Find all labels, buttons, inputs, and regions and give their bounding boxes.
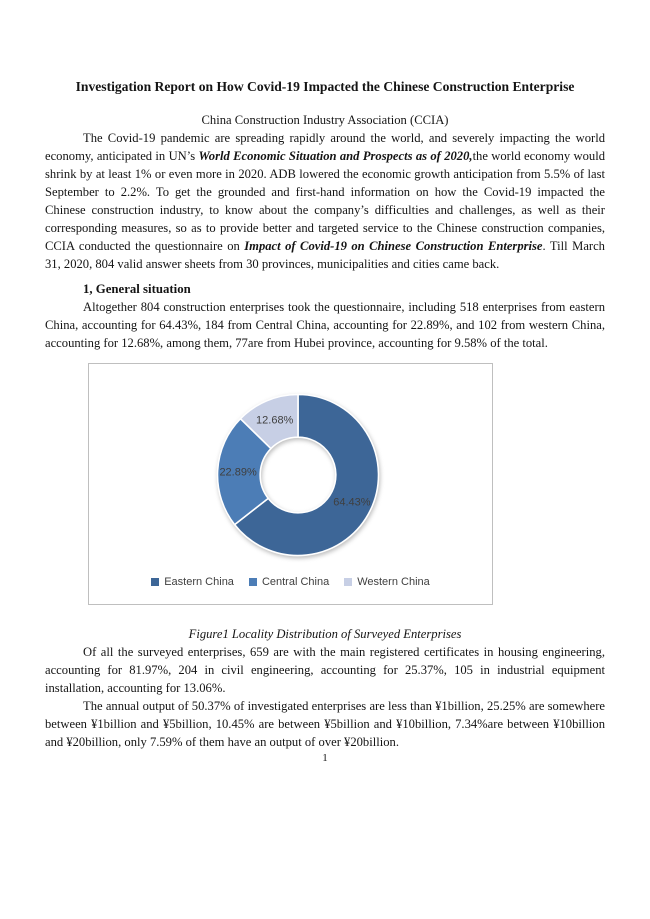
document-title: Investigation Report on How Covid-19 Impacted the Chinese Construction Enterprise	[75, 79, 575, 94]
legend-swatch-icon	[344, 578, 352, 586]
intro-run: . Till March 31, 2020, 804 valid answer sheets from 30 provinces, municipalities and cities came back.	[45, 239, 605, 271]
slice-data-label-central-china: 22.89%	[219, 466, 257, 479]
legend-label: Central China	[261, 576, 330, 588]
intro-run: the world economy would shrink by at least 1% or even more in 2020. ADB lowered the economic growth anticipation from 5.5% of last September to 2.2%. To get the grounded and first-hand information on how the Covid-19 impacted the Chinese construction industry, to know about the company’s difficulties and challenges, as well as their corresponding measures, so as to provide better and targeted service to the Chinese construction companies, CCIA conducted the questionnaire on	[45, 149, 606, 253]
intro-run-questionnaire-title: Impact of Covid-19 on Chinese Construction Enterprise	[244, 239, 543, 253]
legend-item-eastern-china	[151, 576, 234, 588]
slice-data-label-western-china: 12.68%	[256, 414, 294, 427]
legend-label: Western China	[357, 576, 430, 588]
intro-paragraph	[45, 129, 605, 273]
annual-output-paragraph: The annual output of 50.37% of investigated enterprises are less than ¥1billion, 25.25% are somewhere between ¥1billion and ¥5billion, 10.45% are between ¥5billion and ¥10billion, 7.34%are between ¥10billion and ¥20billion, only 7.59% of them have an output of over ¥20billion.	[45, 699, 605, 749]
chart-legend	[89, 576, 492, 588]
donut-chart	[89, 364, 494, 606]
legend-item-western-china	[344, 576, 430, 588]
intro-run: The Covid-19 pandemic are spreading rapidly around the world, and severely impacting the world economy, anticipated in UN’s	[45, 131, 605, 163]
figure-caption: Figure1 Locality Distribution of Surveyed Enterprises	[188, 627, 462, 641]
locality-distribution-chart	[88, 363, 493, 605]
legend-item-central-china	[249, 576, 329, 588]
certificates-paragraph: Of all the surveyed enterprises, 659 are with the main registered certificates in housing engineering, accounting for 81.97%, 204 in civil engineering, accounting for 25.37%, 105 in industrial equipment installation, accounting for 13.06%.	[45, 645, 605, 695]
page-number: 1	[322, 752, 328, 764]
legend-swatch-icon	[151, 578, 159, 586]
slice-data-label-eastern-china: 64.43%	[333, 496, 371, 509]
legend-label: Eastern China	[164, 576, 234, 588]
general-situation-paragraph: Altogether 804 construction enterprises took the questionnaire, including 518 enterprises from eastern China, accounting for 64.43%, 184 from Central China, accounting for 22.89%, and 102 from western China, accounting for 12.68%, among them, 77are from Hubei province, accounting for 9.58% of the total.	[45, 300, 605, 350]
document-subtitle: China Construction Industry Association (CCIA)	[201, 113, 449, 127]
legend-swatch-icon	[249, 578, 257, 586]
intro-run-book-title: World Economic Situation and Prospects as of 2020,	[198, 149, 473, 163]
section-heading-general-situation: 1, General situation	[83, 282, 191, 296]
